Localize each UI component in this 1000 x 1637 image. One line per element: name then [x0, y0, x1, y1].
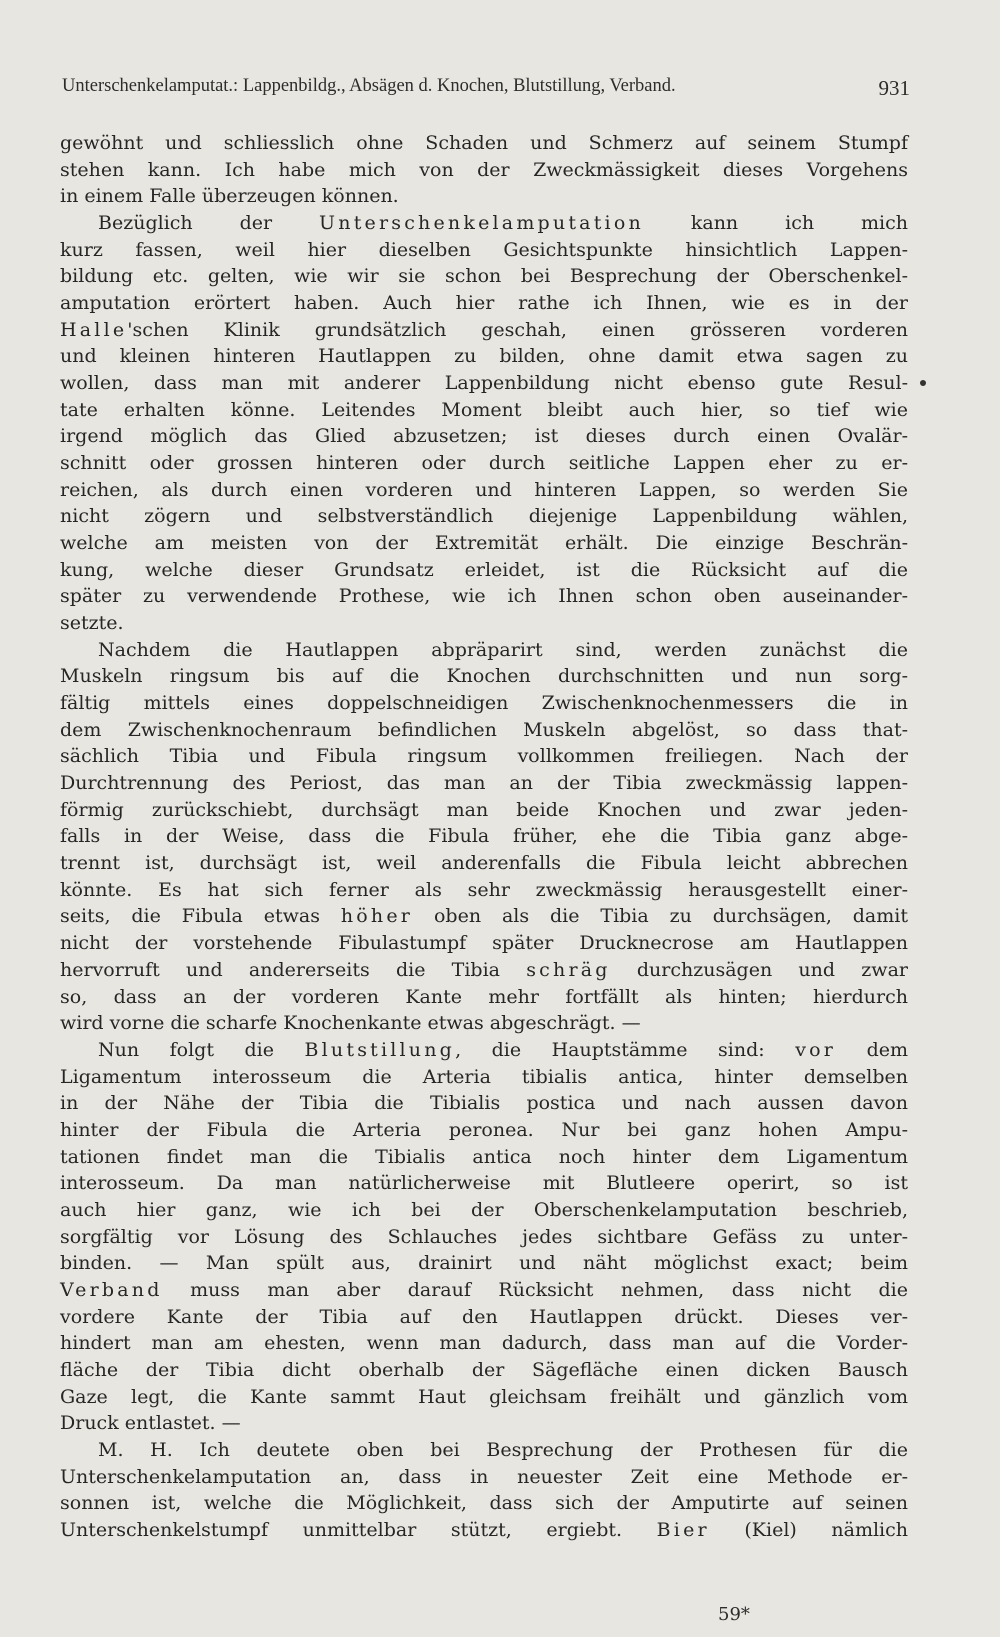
text-line: fältig mittels eines doppelschneidigen Zwischenknochenmessers die in	[60, 692, 908, 715]
text-line: Gaze legt, die Kante sammt Haut gleichsam freihält und gänzlich vom	[60, 1385, 908, 1408]
text-segment: (Kiel) nämlich	[709, 1518, 909, 1541]
spaced-emphasis: schräg	[526, 958, 611, 981]
text-line: hindert man am ehesten, wenn man dadurch, dass man auf die Vorder-	[60, 1332, 908, 1355]
spaced-emphasis: Blutstillung	[304, 1038, 456, 1061]
text-segment: kann ich mich	[643, 212, 909, 235]
text-line: amputation erörtert haben. Auch hier rathe ich Ihnen, wie es in der	[60, 292, 908, 315]
text-line	[60, 1037, 908, 1064]
text-line: so, dass an der vorderen Kante mehr fortfällt als hinten; hierdurch	[60, 985, 908, 1008]
text-line: tationen findet man die Tibialis antica noch hinter dem Ligamentum	[60, 1145, 908, 1168]
spaced-emphasis: Bier	[656, 1518, 710, 1541]
text-line: falls in der Weise, dass die Fibula früher, ehe die Tibia ganz abge-	[60, 825, 908, 848]
text-segment: , die Hauptstämme sind:	[455, 1038, 796, 1061]
text-line: irgend möglich das Glied abzusetzen; ist dieses durch einen Ovalär-	[60, 425, 908, 448]
text-line: später zu verwendende Prothese, wie ich Ihnen schon oben auseinander-	[60, 585, 908, 608]
text-line: nicht zögern und selbstverständlich diejenige Lappenbildung wählen,	[60, 505, 908, 528]
text-line: Muskeln ringsum bis auf die Knochen durchschnitten und nun sorg-	[60, 665, 908, 688]
text-line: sonnen ist, welche die Möglichkeit, dass sich der Amputirte auf seinen	[60, 1492, 908, 1515]
text-line: M. H. Ich deutete oben bei Besprechung der Prothesen für die	[98, 1438, 908, 1461]
text-line: bildung etc. gelten, wie wir sie schon bei Besprechung der Oberschenkel-	[60, 265, 908, 288]
text-segment: 'schen Klinik grundsätzlich geschah, einen grösseren vorderen	[127, 318, 908, 341]
text-line: kurz fassen, weil hier dieselben Gesichtspunkte hinsichtlich Lappen-	[60, 238, 908, 261]
text-line: auch hier ganz, wie ich bei der Oberschenkelamputation beschrieb,	[60, 1198, 908, 1221]
text-line: Ligamentum interosseum die Arteria tibialis antica, hinter demselben	[60, 1065, 908, 1088]
text-line: Unterschenkelamputation an, dass in neuester Zeit eine Methode er-	[60, 1465, 908, 1488]
text-segment: oben als die Tibia zu durchsägen, damit	[413, 905, 908, 928]
text-line: sächlich Tibia und Fibula ringsum vollkommen freiliegen. Nach der	[60, 745, 908, 768]
text-line: nicht der vorstehende Fibulastumpf später Drucknecrose am Hautlappen	[60, 932, 908, 955]
text-line: reichen, als durch einen vorderen und hinteren Lappen, so werden Sie	[60, 478, 908, 501]
text-line	[60, 210, 908, 237]
text-line: binden. — Man spült aus, drainirt und näht möglichst exact; beim	[60, 1252, 908, 1275]
text-line: förmig zurückschiebt, durchsägt man beide Knochen und zwar jeden-	[60, 798, 908, 821]
spaced-emphasis: Verband	[60, 1278, 163, 1301]
text-line	[60, 317, 908, 344]
text-line: sorgfältig vor Lösung des Schlauches jedes sichtbare Gefäss zu unter-	[60, 1225, 908, 1248]
signature-mark: 59*	[718, 1604, 750, 1625]
text-line: dem Zwischenknochenraum befindlichen Muskeln abgelöst, so dass that-	[60, 718, 908, 741]
text-line: tate erhalten könne. Leitendes Moment bleibt auch hier, so tief wie	[60, 398, 908, 421]
text-segment: Unterschenkelstumpf unmittelbar stützt, ergiebt.	[60, 1518, 657, 1541]
text-line: in der Nähe der Tibia die Tibialis postica und nach aussen davon	[60, 1092, 908, 1115]
text-line: hinter der Fibula die Arteria peronea. Nur bei ganz hohen Ampu-	[60, 1118, 908, 1141]
text-segment: hervorruft und andererseits die Tibia	[60, 958, 527, 981]
text-line: trennt ist, durchsägt ist, weil anderenfalls die Fibula leicht abbrechen	[60, 852, 908, 875]
text-line: wird vorne die scharfe Knochenkante etwas abgeschrägt. —	[60, 1012, 641, 1035]
spaced-emphasis: Halle	[60, 318, 128, 341]
text-line	[60, 903, 908, 930]
page-number: 931	[878, 76, 910, 100]
text-segment: Nun folgt die	[98, 1038, 305, 1061]
spaced-emphasis: Unterschenkelamputation	[319, 212, 644, 235]
text-segment: dem	[836, 1038, 909, 1061]
text-line: fläche der Tibia dicht oberhalb der Sägefläche einen dicken Bausch	[60, 1358, 908, 1381]
text-line: kung, welche dieser Grundsatz erleidet, ist die Rücksicht auf die	[60, 558, 908, 581]
text-line: und kleinen hinteren Hautlappen zu bilden, ohne damit etwa sagen zu	[60, 345, 908, 368]
text-line: setzte.	[60, 612, 124, 635]
spaced-emphasis: vor	[795, 1038, 837, 1061]
text-line: wollen, dass man mit anderer Lappenbildung nicht ebenso gute Resul-	[60, 372, 908, 395]
text-line	[60, 1277, 908, 1304]
body-text	[60, 130, 908, 1544]
text-line: Durchtrennung des Periost, das man an der Tibia zweckmässig lappen-	[60, 772, 908, 795]
text-line: Nachdem die Hautlappen abpräparirt sind, werden zunächst die	[98, 638, 908, 661]
text-segment: muss man aber darauf Rücksicht nehmen, dass nicht die	[162, 1278, 908, 1301]
text-line: interosseum. Da man natürlicherweise mit Blutleere operirt, so ist	[60, 1172, 908, 1195]
margin-mark	[920, 380, 926, 386]
text-line	[60, 957, 908, 984]
text-segment: seits, die Fibula etwas	[60, 905, 341, 928]
text-line: gewöhnt und schliesslich ohne Schaden und Schmerz auf seinem Stumpf	[60, 132, 908, 154]
text-line: schnitt oder grossen hinteren oder durch seitliche Lappen eher zu er-	[60, 452, 908, 475]
text-line: stehen kann. Ich habe mich von der Zweckmässigkeit dieses Vorgehens	[60, 158, 908, 181]
text-line	[60, 1517, 908, 1544]
spaced-emphasis: höher	[340, 905, 414, 928]
running-head: Unterschenkelamputat.: Lappenbildg., Absägen d. Knochen, Blutstillung, Verband.	[62, 76, 676, 96]
text-line: Druck entlastet. —	[60, 1412, 241, 1435]
text-segment: durchzusägen und zwar	[610, 958, 908, 981]
text-line: könnte. Es hat sich ferner als sehr zweckmässig herausgestellt einer-	[60, 878, 908, 901]
text-segment: Bezüglich der	[98, 212, 320, 235]
text-line: in einem Falle überzeugen können.	[60, 185, 399, 208]
text-line: welche am meisten von der Extremität erhält. Die einzige Beschrän-	[60, 532, 908, 555]
text-line: vordere Kante der Tibia auf den Hautlappen drückt. Dieses ver-	[60, 1305, 908, 1328]
